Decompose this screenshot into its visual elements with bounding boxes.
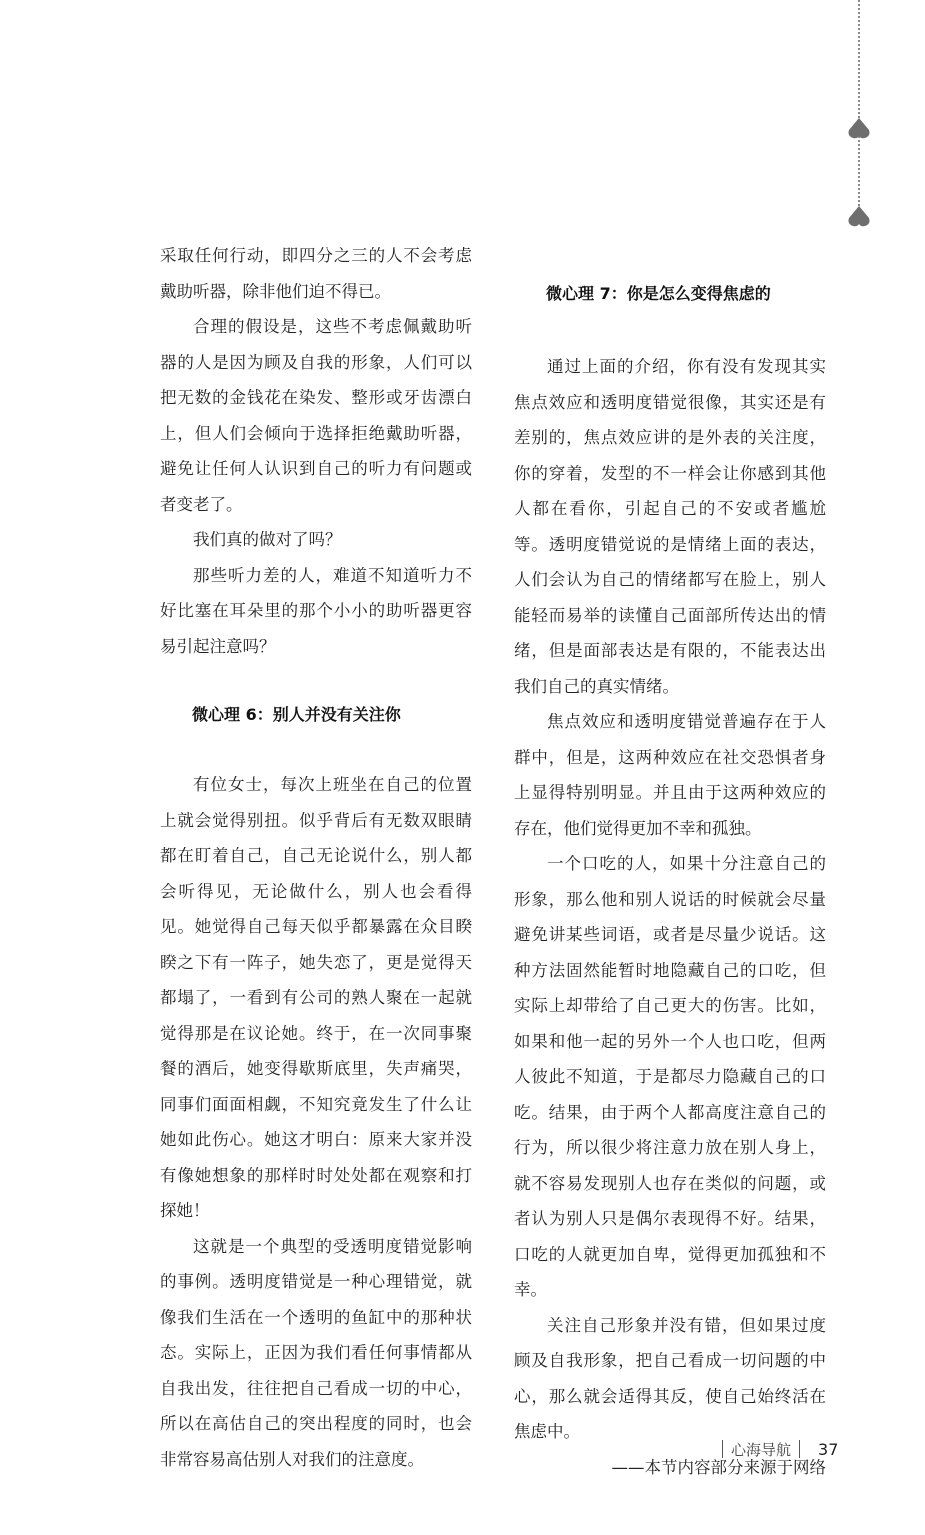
section-heading: 微心理 7：你是怎么变得焦虑的 — [546, 284, 771, 303]
paragraph: 我们真的做对了吗？ — [193, 530, 342, 549]
paragraph: 采取任何行动，即四分之三的人不会考虑戴助听器，除非他们迫不得已。 — [160, 246, 472, 301]
source-note: ——本节内容部分来源于网络 — [611, 1457, 826, 1477]
paragraph: 这就是一个典型的受透明度错觉影响的事例。透明度错觉是一种心理错觉，就像我们生活在一个透明的鱼缸中的那种状态。实际上，正因为我们看任何事情都从自我出发，往往把自己看成一切的中心，所以在高估自己的突出程度的同时，也会非常容易高估别人对我们的注意度。 — [160, 1236, 472, 1469]
page-number: 37 — [818, 1439, 839, 1459]
heart-icon — [846, 204, 872, 230]
section-heading: 微心理 6：别人并没有关注你 — [192, 705, 401, 724]
heart-icon — [846, 116, 872, 142]
dotted-decoration-line — [858, 0, 860, 218]
paragraph: 焦点效应和透明度错觉普遍存在于人群中，但是，这两种效应在社交恐惧者身上显得特别明显。并且由于这两种效应的存在，他们觉得更加不幸和孤独。 — [514, 712, 826, 838]
left-column — [160, 238, 472, 1477]
divider — [799, 1440, 800, 1458]
right-column — [514, 276, 826, 1485]
section-name: 心海导航 — [731, 1440, 792, 1459]
paragraph: 一个口吃的人，如果十分注意自己的形象，那么他和别人说话的时候就会尽量避免讲某些词语，或者是尽量少说话。这种方法固然能暂时地隐藏自己的口吃，但实际上却带给了自己更大的伤害。比如，如果和他一起的另外一个人也口吃，但两人彼此不知道，于是都尽力隐藏自己的口吃。结果，由于两个人都高度注意自己的行为，所以很少将注意力放在别人身上，就不容易发现别人也存在类似的问题，或者认为别人只是偶尔表现得不好。结果，口吃的人就更加自卑，觉得更加孤独和不幸。 — [514, 854, 826, 1299]
paragraph: 关注自己形象并没有错，但如果过度顾及自我形象，把自己看成一切问题的中心，那么就会适得其反，使自己始终活在焦虑中。 — [514, 1315, 826, 1441]
paragraph: 有位女士，每次上班坐在自己的位置上就会觉得别扭。似乎背后有无数双眼睛都在盯着自己，自己无论说什么，别人都会听得见，无论做什么，别人也会看得见。她觉得自己每天似乎都暴露在众目睽睽之下有一阵子，她失恋了，更是觉得天都塌了，一看到有公司的熟人聚在一起就觉得那是在议论她。终于，在一次同事聚餐的酒后，她变得歇斯底里，失声痛哭，同事们面面相觑，不知究竟发生了什么让她如此伤心。她这才明白：原来大家并没有像她想象的那样时时处处都在观察和打探她！ — [160, 775, 472, 1220]
paragraph: 那些听力差的人，难道不知道听力不好比塞在耳朵里的那个小小的助听器更容易引起注意吗？ — [160, 565, 472, 656]
page-footer — [714, 1434, 838, 1464]
paragraph: 合理的假设是，这些不考虑佩戴助听器的人是因为顾及自我的形象，人们可以把无数的金钱花在染发、整形或牙齿漂白上，但人们会倾向于选择拒绝戴助听器，避免让任何人认识到自己的听力有问题或者变老了。 — [160, 317, 472, 514]
paragraph: 通过上面的介绍，你有没有发现其实焦点效应和透明度错觉很像，其实还是有差别的，焦点效应讲的是外表的关注度，你的穿着，发型的不一样会让你感到其他人都在看你，引起自己的不安或者尴尬等。透明度错觉说的是情绪上面的表达，人们会认为自己的情绪都写在脸上，别人能轻而易举的读懂自己面部所传达出的情绪，但是面部表达是有限的，不能表达出我们自己的真实情绪。 — [514, 357, 826, 696]
divider — [722, 1440, 723, 1458]
